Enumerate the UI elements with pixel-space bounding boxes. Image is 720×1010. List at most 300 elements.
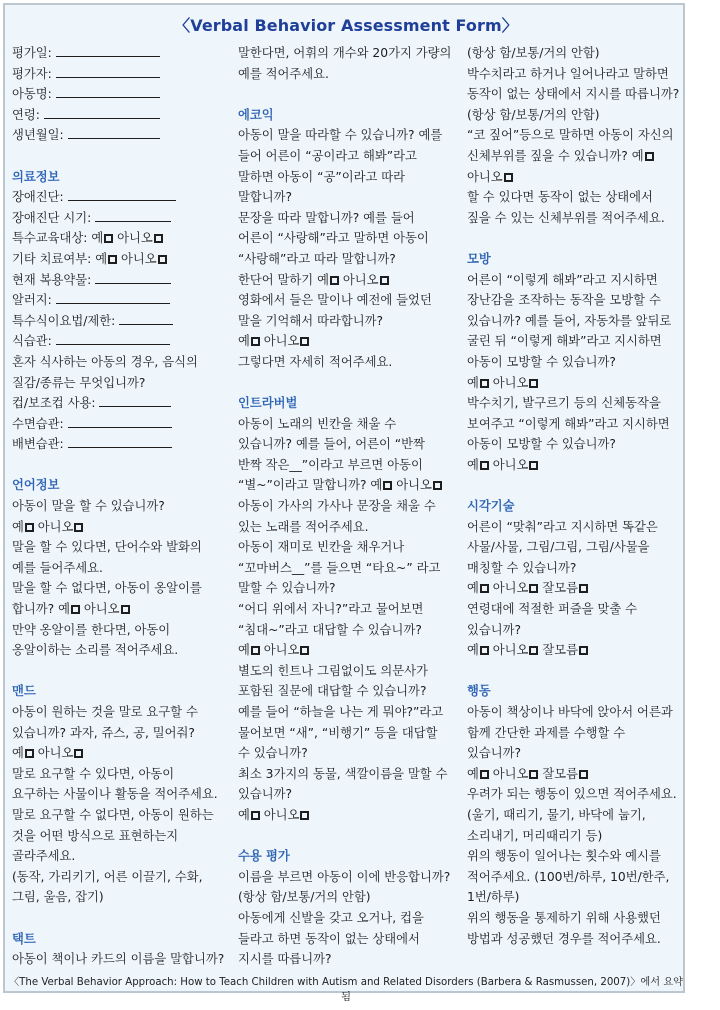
line-text: 매칭할 수 있습니까? (467, 560, 577, 575)
fill-in-blank[interactable] (68, 127, 160, 139)
form-line (467, 784, 682, 805)
form-line (467, 805, 682, 826)
checkbox[interactable] (529, 379, 538, 388)
line-text: 잘모름 (538, 581, 578, 596)
line-text: 말합니까? (238, 190, 293, 205)
checkbox[interactable] (300, 337, 309, 346)
line-text: 생년월일: (12, 128, 68, 143)
line-text: 말로 요구할 수 없다면, 아동이 원하는 (12, 807, 214, 822)
line-text: 예를 들어 “하늘을 나는 게 뭐야?”라고 (238, 705, 444, 719)
form-line (12, 640, 228, 661)
form-line (467, 167, 682, 188)
form-line (467, 640, 682, 661)
form-line (238, 187, 460, 208)
form-line (238, 702, 460, 723)
section-heading: 행동 (467, 684, 491, 699)
checkbox[interactable] (480, 646, 489, 655)
form-line (12, 311, 228, 332)
section-heading: 시각기술 (467, 499, 515, 514)
line-text: “어디 위에서 자니?”라고 물어보면 (238, 602, 424, 617)
form-line (467, 764, 682, 785)
checkbox[interactable] (108, 255, 117, 264)
checkbox[interactable] (579, 584, 588, 593)
form-line (12, 620, 228, 641)
line-text: 그렇다면 자세히 적어주세요. (238, 354, 393, 369)
line-text: 있습니까? 과자, 쥬스, 공, 밀어줘? (12, 725, 195, 740)
line-text: 한단어 말하기 예 (238, 272, 329, 287)
line-text: 아동이 노래의 빈칸을 채울 수 (238, 416, 397, 431)
form-line (12, 393, 228, 414)
line-text: 말하면 아동이 “공”이라고 따라 (238, 169, 406, 184)
line-text: 예를 들어주세요. (12, 560, 103, 575)
checkbox[interactable] (300, 646, 309, 655)
line-text: 별도의 힌트나 그림없이도 의문사가 (238, 663, 428, 678)
line-text: 사물/사물, 그림/그림, 그림/사물을 (467, 540, 650, 555)
line-text: 최소 3가지의 동물, 색깔이름을 말할 수 (238, 766, 448, 781)
form-line (12, 290, 228, 311)
fill-in-blank[interactable] (119, 313, 173, 325)
section-heading: 의료정보 (12, 169, 60, 184)
line-text: 말을 기억해서 따라합니까? (238, 313, 384, 328)
form-line (238, 146, 460, 167)
checkbox[interactable] (480, 584, 489, 593)
form-line (467, 620, 682, 641)
line-text: 아동이 말을 따라할 수 있습니까? 예를 (238, 128, 443, 143)
fill-in-blank[interactable] (56, 333, 170, 345)
form-line (238, 661, 460, 682)
line-text: 장애진단: (12, 190, 68, 205)
line-text: 아니오 (488, 457, 529, 472)
checkbox[interactable] (645, 152, 654, 161)
line-text: “코 짚어”등으로 말하면 아동이 자신의 (467, 128, 674, 143)
line-text: 합니까? 예 (12, 602, 70, 617)
form-line (12, 702, 228, 723)
line-text: 그림, 울음, 잡기) (12, 890, 104, 905)
form-line (238, 208, 460, 229)
form-line (467, 146, 682, 167)
line-text: 어른이 “이렇게 해봐”라고 지시하면 (467, 272, 658, 287)
form-title: 〈Verbal Behavior Assessment Form〉 (174, 16, 518, 35)
checkbox[interactable] (71, 605, 80, 614)
checkbox[interactable] (433, 481, 442, 490)
line-text: 어른이 “맞춰”라고 지시하면 똑같은 (467, 519, 658, 534)
fill-in-blank[interactable] (95, 272, 171, 284)
form-line (12, 352, 228, 373)
line-text: 아니오 (117, 251, 157, 266)
checkbox[interactable] (529, 461, 538, 470)
section-heading: 인트라버벌 (238, 396, 298, 411)
line-text: 평가일: (12, 46, 56, 60)
form-column-middle (238, 43, 460, 970)
line-text: 아니오 (488, 581, 529, 596)
line-text: 예 (467, 581, 479, 596)
checkbox[interactable] (121, 605, 130, 614)
form-line (238, 640, 460, 661)
form-line (12, 723, 228, 744)
line-text: 위의 행동을 통제하기 위해 사용했던 (467, 910, 661, 925)
form-line (467, 743, 682, 764)
line-text: 옹알이하는 소리를 적어주세요. (12, 643, 179, 658)
fill-in-blank[interactable] (44, 107, 160, 119)
form-line (12, 846, 228, 867)
form-line (467, 105, 682, 126)
form-line (238, 578, 460, 599)
section-heading: 언어정보 (12, 478, 60, 493)
line-text: 포함된 질문에 대답할 수 있습니까? (238, 684, 427, 699)
form-line (238, 331, 460, 352)
form-line (12, 578, 228, 599)
line-text: 장난감을 조작하는 동작을 모방할 수 (467, 293, 661, 308)
line-text: 잘모름 (538, 643, 578, 658)
line-text: 영화에서 들은 말이나 예전에 들었던 (238, 293, 432, 308)
line-text: 예 (467, 766, 479, 781)
form-line (12, 599, 228, 620)
form-line (467, 867, 682, 888)
form-line (12, 949, 228, 970)
line-text: 아동이 재미로 빈칸을 채우거나 (238, 540, 405, 555)
line-text: 예 (12, 746, 24, 761)
form-line (467, 455, 682, 476)
form-line (12, 764, 228, 785)
line-text: 예 (238, 334, 250, 349)
line-text: 물어보면 “새”, “비행기” 등을 대답할 (238, 725, 438, 740)
line-text: 혼자 식사하는 아동의 경우, 음식의 (12, 354, 198, 369)
form-line (12, 743, 228, 764)
form-line (238, 455, 460, 476)
fill-in-blank[interactable] (99, 395, 171, 407)
line-text: “꼬마버스__”를 들으면 “타요~” 라고 (238, 560, 441, 575)
line-text: 만약 옹알이를 한다면, 아동이 (12, 622, 171, 637)
line-text: 골라주세요. (12, 849, 76, 864)
checkbox[interactable] (154, 234, 163, 243)
line-text: 평가자: (12, 66, 56, 81)
line-text: 말로 요구할 수 있다면, 아동이 (12, 766, 175, 781)
form-line (467, 373, 682, 394)
form-line (467, 311, 682, 332)
line-text: 반짝 작은__”이라고 부르면 아동이 (238, 457, 423, 472)
form-line (467, 434, 682, 455)
checkbox[interactable] (579, 770, 588, 779)
form-line (238, 228, 460, 249)
line-text: 아니오 (488, 643, 529, 658)
fill-in-blank[interactable] (68, 436, 172, 448)
line-text: 위의 행동이 일어나는 횟수와 예시를 (467, 849, 661, 864)
form-line (467, 887, 682, 908)
form-line (467, 187, 682, 208)
form-line (467, 290, 682, 311)
line-text: 연령: (12, 107, 44, 122)
form-line (238, 537, 460, 558)
form-line (238, 414, 460, 435)
line-text: 장애진단 시기: (12, 210, 96, 225)
checkbox[interactable] (383, 481, 392, 490)
line-text: 있습니까? 예를 들어, 자동차를 앞뒤로 (467, 313, 672, 328)
checkbox[interactable] (74, 749, 83, 758)
line-text: 아동이 원하는 것을 말로 요구할 수 (12, 705, 198, 719)
fill-in-blank[interactable] (56, 45, 160, 57)
form-line (238, 311, 460, 332)
line-text: 아동이 책상이나 바닥에 앉아서 어른과 (467, 705, 673, 719)
form-line (467, 43, 682, 64)
form-line (12, 805, 228, 826)
line-text: 현재 복용약물: (12, 272, 96, 287)
line-text: 할 수 있다면 동작이 없는 상태에서 (467, 190, 653, 205)
form-line (12, 867, 228, 888)
line-text: 예 (467, 457, 479, 472)
form-line (12, 414, 228, 435)
line-text: 어른이 “사랑해”라고 말하면 아동이 (238, 231, 429, 246)
line-text: 아니오 (467, 169, 503, 184)
form-line (467, 723, 682, 744)
form-line (467, 908, 682, 929)
line-text: 들어 어른이 “공이라고 해봐”라고 (238, 148, 417, 163)
line-text: 아동이 가사의 가사나 문장을 채울 수 (238, 499, 436, 514)
line-text: 이름을 부르면 아동이 이에 반응합니까? (238, 869, 451, 884)
form-line (238, 867, 460, 888)
fill-in-blank[interactable] (95, 210, 171, 222)
form-line (238, 743, 460, 764)
form-line (12, 208, 228, 229)
form-line (238, 249, 460, 270)
section-heading: 모방 (467, 251, 491, 266)
line-text: 배변습관: (12, 437, 68, 452)
form-line (238, 43, 460, 64)
line-text: 소리내기, 머리때리기 등) (467, 828, 603, 843)
line-text: 것을 어떤 방식으로 표현하는지 (12, 828, 179, 843)
line-text: 예 (238, 643, 250, 658)
form-line (238, 64, 460, 85)
checkbox[interactable] (74, 523, 83, 532)
fill-in-blank[interactable] (68, 189, 176, 201)
form-line (467, 64, 682, 85)
section-heading: 맨드 (12, 684, 36, 699)
line-text: 아니오 (113, 231, 153, 246)
form-line (238, 620, 460, 641)
form-line (467, 270, 682, 291)
line-text: (동작, 가리키기, 어른 이끌기, 수화, (12, 869, 203, 884)
line-text: 아동이 모방할 수 있습니까? (467, 354, 616, 369)
form-line (12, 249, 228, 270)
checkbox[interactable] (480, 379, 489, 388)
form-line (467, 537, 682, 558)
form-line (467, 125, 682, 146)
section-spacer (238, 84, 460, 105)
line-text: 1번/하루) (467, 890, 520, 905)
line-text: 짚을 수 있는 신체부위를 적어주세요. (467, 210, 665, 225)
line-text: 수 있습니까? (238, 746, 308, 761)
line-text: 아니오 (338, 272, 379, 287)
assessment-form (3, 3, 685, 1003)
section-spacer (12, 661, 228, 682)
form-line (467, 929, 682, 950)
line-text: 요구하는 사물이나 활동을 적어주세요. (12, 787, 218, 802)
line-text: 예 (467, 375, 479, 390)
checkbox[interactable] (104, 234, 113, 243)
line-text: 수면습관: (12, 416, 68, 431)
line-text: 문장을 따라 말합니까? 예를 들어 (238, 210, 415, 225)
form-line (467, 208, 682, 229)
form-line (12, 187, 228, 208)
form-line (12, 331, 228, 352)
form-line (467, 702, 682, 723)
form-line (238, 887, 460, 908)
checkbox[interactable] (380, 276, 389, 285)
line-text: 잘모름 (538, 766, 578, 781)
form-line (12, 64, 228, 85)
fill-in-blank[interactable] (56, 292, 170, 304)
form-line (467, 517, 682, 538)
form-line (467, 558, 682, 579)
form-line (12, 105, 228, 126)
line-text: 질감/종류는 무엇입니까? (12, 375, 146, 390)
line-text: 아니오 (259, 807, 300, 822)
form-line (238, 599, 460, 620)
section-heading: 에코익 (238, 107, 274, 122)
line-text: (항상 함/보통/거의 안함) (467, 46, 600, 60)
form-line (238, 125, 460, 146)
checkbox[interactable] (300, 811, 309, 820)
line-text: 아니오 (79, 602, 120, 617)
checkbox[interactable] (330, 276, 339, 285)
line-text: 특수식이요법/제한: (12, 313, 120, 328)
form-line (238, 167, 460, 188)
section-heading: 택트 (12, 931, 36, 946)
form-line (12, 826, 228, 847)
form-line (467, 393, 682, 414)
checkbox[interactable] (251, 646, 260, 655)
form-line (467, 84, 682, 105)
source-citation: 〈The Verbal Behavior Approach: How to Teach Children with Autism and Related Disorders (Barbera & Rasmussen, 2007)〉에서 요약됨 (8, 977, 684, 1003)
form-line (12, 373, 228, 394)
line-text: 알러지: (12, 293, 56, 308)
line-text: 아니오 (488, 375, 529, 390)
checkbox[interactable] (158, 255, 167, 264)
section-heading: 수용 평가 (238, 849, 290, 864)
line-text: 아니오 (488, 766, 529, 781)
form-line (238, 496, 460, 517)
line-text: 아니오 (33, 746, 74, 761)
line-text: 지시를 따릅니까? (238, 952, 332, 967)
section-spacer (467, 475, 682, 496)
form-line (12, 270, 228, 291)
form-line (238, 764, 460, 785)
line-text: “사랑해”라고 따라 말합니까? (238, 251, 396, 266)
line-text: 동작이 없는 상태에서 지시를 따릅니까? (467, 87, 680, 102)
checkbox[interactable] (504, 173, 513, 182)
form-line (238, 517, 460, 538)
line-text: 기타 치료여부: 예 (12, 251, 108, 266)
line-text: (항상 함/보통/거의 안함) (238, 890, 371, 905)
line-text: 있는 노래를 적어주세요. (238, 519, 369, 534)
form-line (12, 784, 228, 805)
form-column-left (12, 43, 228, 970)
line-text: 있습니까? (467, 746, 522, 761)
form-line (12, 43, 228, 64)
checkbox[interactable] (579, 646, 588, 655)
line-text: 연령대에 적절한 퍼즐을 맞출 수 (467, 602, 638, 617)
checkbox[interactable] (251, 337, 260, 346)
checkbox[interactable] (251, 811, 260, 820)
line-text: 굴린 뒤 “이렇게 해봐”라고 지시하면 (467, 334, 662, 349)
section-spacer (238, 826, 460, 847)
form-line (12, 496, 228, 517)
form-line (238, 681, 460, 702)
form-line (238, 908, 460, 929)
line-text: 예 (12, 519, 24, 534)
checkbox[interactable] (25, 749, 34, 758)
checkbox[interactable] (25, 523, 34, 532)
form-line (238, 949, 460, 970)
line-text: 들라고 하면 동작이 없는 상태에서 (238, 931, 420, 946)
form-line (467, 352, 682, 373)
form-line (12, 228, 228, 249)
form-line (12, 434, 228, 455)
form-line (238, 434, 460, 455)
line-text: 방법과 성공했던 경우를 적어주세요. (467, 931, 661, 946)
line-text: 예 (467, 643, 479, 658)
form-line (238, 784, 460, 805)
line-text: 아동이 말을 할 수 있습니까? (12, 499, 165, 514)
form-line (238, 270, 460, 291)
line-text: (항상 함/보통/거의 안함) (467, 107, 600, 122)
line-text: (울기, 때리기, 물기, 바닥에 눕기, (467, 807, 646, 822)
form-line (12, 558, 228, 579)
line-text: 아동이 책이나 카드의 이름을 말합니까? (12, 952, 225, 967)
section-spacer (12, 455, 228, 476)
line-text: 우려가 되는 행동이 있으면 적어주세요. (467, 787, 677, 802)
section-spacer (467, 228, 682, 249)
form-line (467, 578, 682, 599)
form-line (238, 475, 460, 496)
form-line (467, 331, 682, 352)
checkbox[interactable] (480, 770, 489, 779)
line-text: 있습니까? (467, 622, 522, 637)
form-line (238, 805, 460, 826)
section-spacer (238, 373, 460, 394)
fill-in-blank[interactable] (56, 86, 160, 98)
line-text: 박수치라고 하거나 일어나라고 말하면 (467, 66, 669, 81)
line-text: “별~”이라고 말합니까? 예 (238, 478, 383, 493)
line-text: 식습관: (12, 334, 56, 349)
line-text: 함께 간단한 과제를 수행할 수 (467, 725, 626, 740)
checkbox[interactable] (480, 461, 489, 470)
line-text: 아니오 (33, 519, 74, 534)
form-line (467, 846, 682, 867)
line-text: 말한다면, 어휘의 개수와 20가지 가량의 (238, 46, 452, 60)
form-column-right (467, 43, 682, 949)
line-text: 특수교육대상: 예 (12, 231, 104, 246)
line-text: 있습니까? 예를 들어, 어른이 “반짝 (238, 437, 425, 452)
fill-in-blank[interactable] (56, 66, 160, 78)
line-text: 말을 할 수 있다면, 단어수와 발화의 (12, 540, 202, 555)
line-text: 아동이 모방할 수 있습니까? (467, 437, 616, 452)
line-text: 신체부위를 짚을 수 있습니까? 예 (467, 148, 644, 163)
section-spacer (467, 661, 682, 682)
form-line (467, 599, 682, 620)
line-text: 컵/보조컵 사용: (12, 396, 100, 411)
form-line (12, 517, 228, 538)
line-text: “침대~”라고 대답할 수 있습니까? (238, 622, 422, 637)
line-text: 아니오 (259, 334, 300, 349)
form-line (467, 826, 682, 847)
line-text: 말할 수 있습니까? (238, 581, 336, 596)
line-text: 말을 할 수 없다면, 아동이 옹알이를 (12, 581, 202, 596)
line-text: 아동명: (12, 87, 56, 102)
section-spacer (12, 908, 228, 929)
fill-in-blank[interactable] (68, 416, 172, 428)
form-line (12, 887, 228, 908)
line-text: 예 (238, 807, 250, 822)
